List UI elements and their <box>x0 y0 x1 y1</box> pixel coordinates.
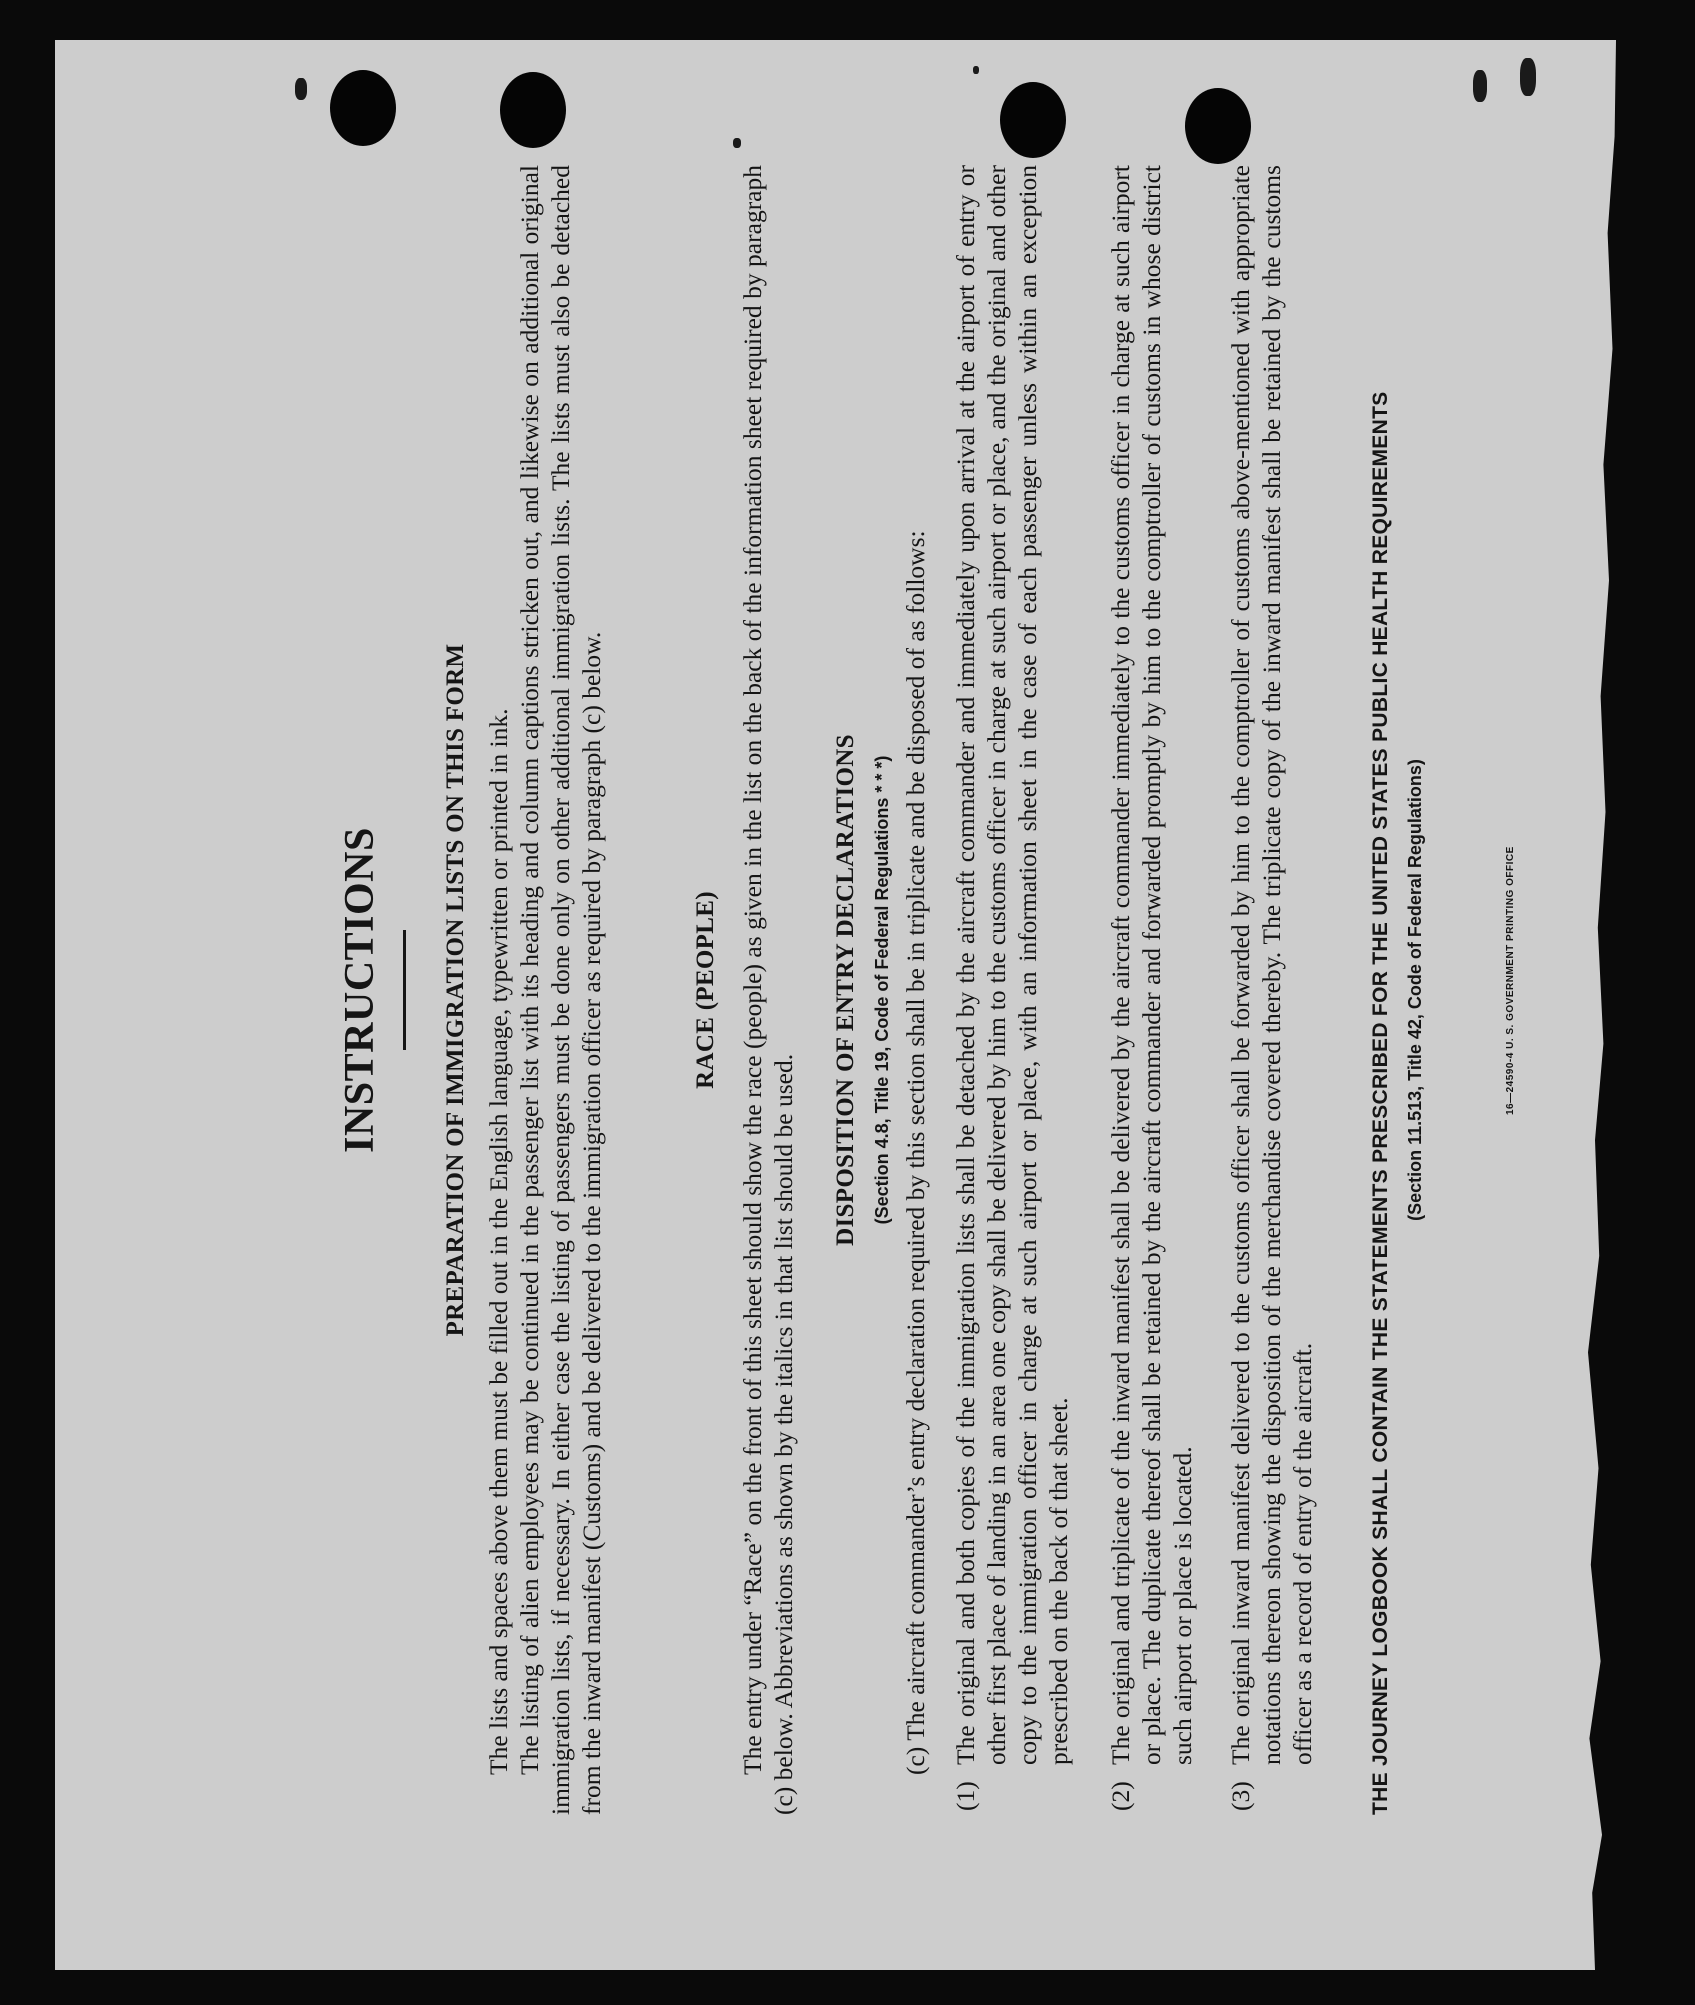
disposition-lead <box>900 165 931 1815</box>
item-text: The original and both copies of the immigration lists shall be detached by the aircraft commander and immediately upon arrival at the airport of entry or other first place of landing in an area one copy shall be delivered by him to the customs officer in charge at such airport or place, and the original and other copy to the immigration officer in charge at such airport or place, with an information sheet in the case of each passenger unless within an exception prescribed on the back of that sheet. <box>951 165 1073 1765</box>
preparation-paragraph-2: The listing of alien employees may be continued in the passenger list with its heading and column captions stricken out, and likewise on additional original immigration lists, if necessary. In either case the listing of passengers must be done only on other additional immigration lists. The lists must also be detached from the inward manifest (Customs) and be delivered to the immigration officer as required by paragraph (c) below. <box>515 165 606 1815</box>
page-title: INSTRUCTIONS <box>337 827 383 1153</box>
preparation-heading: PREPARATION OF IMMIGRATION LISTS ON THIS FORM <box>442 643 469 1337</box>
item-number: (2) <box>1106 1781 1135 1811</box>
title-rule <box>403 930 406 1050</box>
footer-statement: THE JOURNEY LOGBOOK SHALL CONTAIN THE STATEMENTS PRESCRIBED FOR THE UNITED STATES PUBLIC HEALTH REQUIREMENTS <box>1369 391 1392 1815</box>
punch-hole <box>1000 82 1066 158</box>
disposition-item <box>1225 165 1318 1811</box>
item-number: (1) <box>951 1781 980 1811</box>
scan-speck <box>973 66 979 74</box>
preparation-paragraph-1: The lists and spaces above them must be filled out in the English language, typewritten or printed in ink. <box>484 708 513 1775</box>
scan-speck <box>295 78 307 100</box>
disposition-heading: DISPOSITION OF ENTRY DECLARATIONS <box>832 734 859 1246</box>
item-text: The original and triplicate of the inward manifest shall be delivered by the aircraft commander immediately to the customs officer in charge at such airport or place. The duplicate thereof shall be retained by the aircraft commander and forwarded promptly by him to the comptroller of customs in whose district such airport or place is located. <box>1106 165 1197 1765</box>
race-text <box>737 165 799 1815</box>
punch-hole <box>500 72 566 148</box>
item-number: (3) <box>1226 1781 1255 1811</box>
disposition-item <box>950 165 1074 1811</box>
scan-speck <box>1473 70 1487 102</box>
footer-citation: (Section 11.513, Title 42, Code of Federal Regulations) <box>1405 759 1425 1221</box>
scan-speck <box>1520 58 1536 96</box>
preparation-text <box>483 165 607 1815</box>
item-text: The original inward manifest delivered to the customs officer shall be forwarded by him to the comptroller of customs above-mentioned with appropriate notations thereon showing the disposition of the merchandise covered thereby. The triplicate copy of the inward manifest shall be retained by the customs officer as a record of entry of the aircraft. <box>1226 165 1317 1765</box>
disposition-item <box>1105 165 1198 1811</box>
disposition-lead-text: (c) The aircraft commander’s entry declaration required by this section shall be in triplicate and be disposed of as follows: <box>901 530 930 1775</box>
race-paragraph: The entry under “Race” on the front of this sheet should show the race (people) as given in the list on the back of the information sheet required by paragraph (c) below. Abbreviations as shown by the italics in that list should be used. <box>738 165 798 1815</box>
race-heading: RACE (PEOPLE) <box>692 891 719 1089</box>
torn-edge <box>1574 40 1640 1970</box>
instructions-body <box>337 165 1516 1815</box>
punch-hole <box>1185 88 1251 164</box>
disposition-citation: (Section 4.8, Title 19, Code of Federal Regulations * * *) <box>872 755 892 1225</box>
document-sheet <box>55 40 1640 1970</box>
printer-imprint: 16—24590-4 U. S. GOVERNMENT PRINTING OFFICE <box>1505 846 1516 1115</box>
scan-speck <box>733 138 741 148</box>
punch-hole <box>330 70 396 146</box>
